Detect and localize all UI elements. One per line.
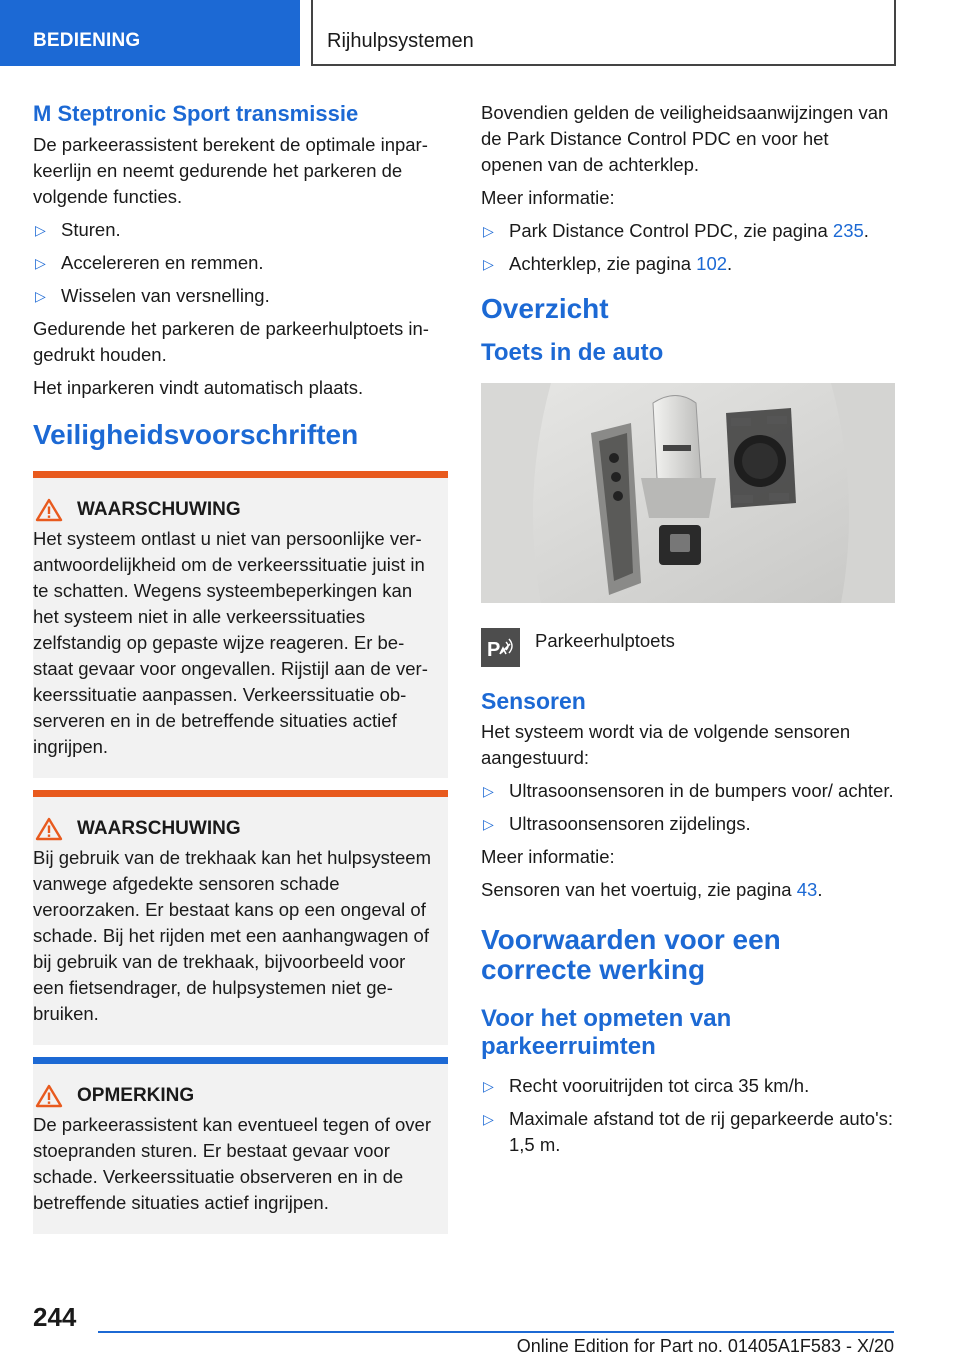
page-link-235[interactable]: 235: [832, 220, 864, 241]
function-list: [33, 217, 448, 309]
park-assist-icon: [481, 628, 520, 667]
heading-button: Toets in de auto: [481, 339, 664, 366]
triangle-bullet-icon: ▷: [483, 256, 494, 272]
warning-box: [33, 790, 448, 1045]
heading-conditions: Voorwaarden voor een correcte werking: [481, 924, 781, 985]
list-item: ▷ Accelereren en remmen.: [33, 250, 448, 276]
heading-measure: Voor het opmeten van parkeerruimten: [481, 1005, 732, 1060]
page-link-43[interactable]: 43: [796, 879, 818, 900]
list-item: ▷ Park Distance Control PDC, zie pagina 235.: [481, 218, 895, 244]
right-column: [481, 100, 895, 1165]
list-item: ▷ Ultrasoonsensoren zijdelings.: [481, 811, 895, 837]
paragraph: Bovendien gelden de veiligheidsaanwijzingen van de Park Distance Control PDC en voor het openen van de achterklep.: [481, 102, 889, 175]
footer-divider: [98, 1331, 894, 1333]
measure-list: [481, 1073, 895, 1158]
triangle-bullet-icon: ▷: [35, 288, 46, 304]
page-number: 244: [33, 1302, 77, 1332]
center-console-photo: [481, 383, 895, 603]
caption-text: Parkeerhulptoets: [535, 630, 675, 651]
list-item: ▷ Wisselen van versnelling.: [33, 283, 448, 309]
list-item: ▷ Maximale afstand tot de rij geparkeerde auto's: 1,5 m.: [483, 1108, 894, 1155]
heading-overview: Overzicht: [481, 293, 609, 324]
svg-text:P: P: [486, 638, 500, 661]
warning-triangle-icon: [35, 498, 63, 522]
note-box: [33, 1057, 448, 1234]
heading-transmission: M Steptronic Sport transmissie: [33, 101, 359, 126]
sensor-list: [481, 778, 895, 837]
heading-safety: Veiligheidsvoorschriften: [33, 419, 359, 450]
warning-triangle-icon: [35, 1084, 63, 1108]
triangle-bullet-icon: ▷: [483, 1111, 494, 1127]
chapter-title: Rijhulpsystemen: [311, 0, 896, 66]
page-link-102[interactable]: 102: [696, 253, 728, 274]
page-header: [0, 0, 960, 66]
paragraph: Het systeem wordt via de volgende sensoren aangestuurd:: [481, 721, 851, 768]
warning-box: [33, 471, 448, 778]
triangle-bullet-icon: ▷: [35, 255, 46, 271]
list-item: ▷ Achterklep, zie pagina 102.: [481, 251, 895, 277]
list-item: ▷ Sturen.: [33, 217, 448, 243]
warning-text: Het systeem ontlast u niet van persoonlijke verantwoordelijkheid om de verkeerssituatie juist in te schatten. Wegens systeembeperkingen kan het systeem niet in alle verkeerssituaties zelfstandig op gepaste wijze reageren. Er bestaat gevaar voor ongevallen. Rijstijl aan de verkeerssituatie aanpassen. Verkeerssituatie observeren en in de betreffende situaties actief ingrijpen.: [33, 528, 428, 757]
edition-text: Online Edition for Part no. 01405A1F583 - X/20: [516, 1336, 894, 1356]
paragraph: Gedurende het parkeren de parkeerhulptoets ingedrukt houden.: [33, 318, 429, 365]
paragraph: Sensoren van het voertuig, zie pagina 43.: [481, 879, 823, 900]
triangle-bullet-icon: ▷: [483, 223, 494, 239]
triangle-bullet-icon: ▷: [483, 1078, 494, 1094]
paragraph: Het inparkeren vindt automatisch plaats.: [33, 377, 364, 398]
paragraph: De parkeerassistent berekent de optimale inparkeerlijn en neemt gedurende het parkeren de volgende functies.: [33, 134, 428, 207]
heading-sensors: Sensoren: [481, 688, 586, 714]
list-item: ▷ Ultrasoonsensoren in de bumpers voor/ achter.: [481, 778, 895, 804]
triangle-bullet-icon: ▷: [483, 783, 494, 799]
triangle-bullet-icon: ▷: [483, 816, 494, 832]
note-title: OPMERKING: [77, 1085, 195, 1106]
list-item: ▷ Recht vooruitrijden tot circa 35 km/h.: [481, 1073, 895, 1099]
warning-title: WAARSCHUWING: [77, 818, 241, 839]
section-tab: BEDIENING: [0, 0, 300, 66]
paragraph: Meer informatie:: [481, 187, 615, 208]
warning-title: WAARSCHUWING: [77, 499, 241, 520]
warning-text: Bij gebruik van de trekhaak kan het hulpsysteem vanwege afgedekte sensoren schade veroorzaken. Er bestaat kans op een ongeval of schade. Bij het rijden met een aanhangwagen of bij gebruik van de trekhaak, bijvoorbeeld voor een fietsendrager, de hulpsystemen niet gebruiken.: [33, 847, 431, 1024]
image-caption: [481, 628, 895, 667]
paragraph: Meer informatie:: [481, 846, 615, 867]
note-text: De parkeerassistent kan eventueel tegen of over stoepranden sturen. Er bestaat gevaar voor schade. Verkeerssituatie observeren en in de betreffende situaties actief ingrijpen.: [33, 1114, 431, 1213]
left-column: [33, 100, 448, 1246]
reference-list: [481, 218, 895, 277]
warning-triangle-icon: [35, 817, 63, 841]
triangle-bullet-icon: ▷: [35, 222, 46, 238]
